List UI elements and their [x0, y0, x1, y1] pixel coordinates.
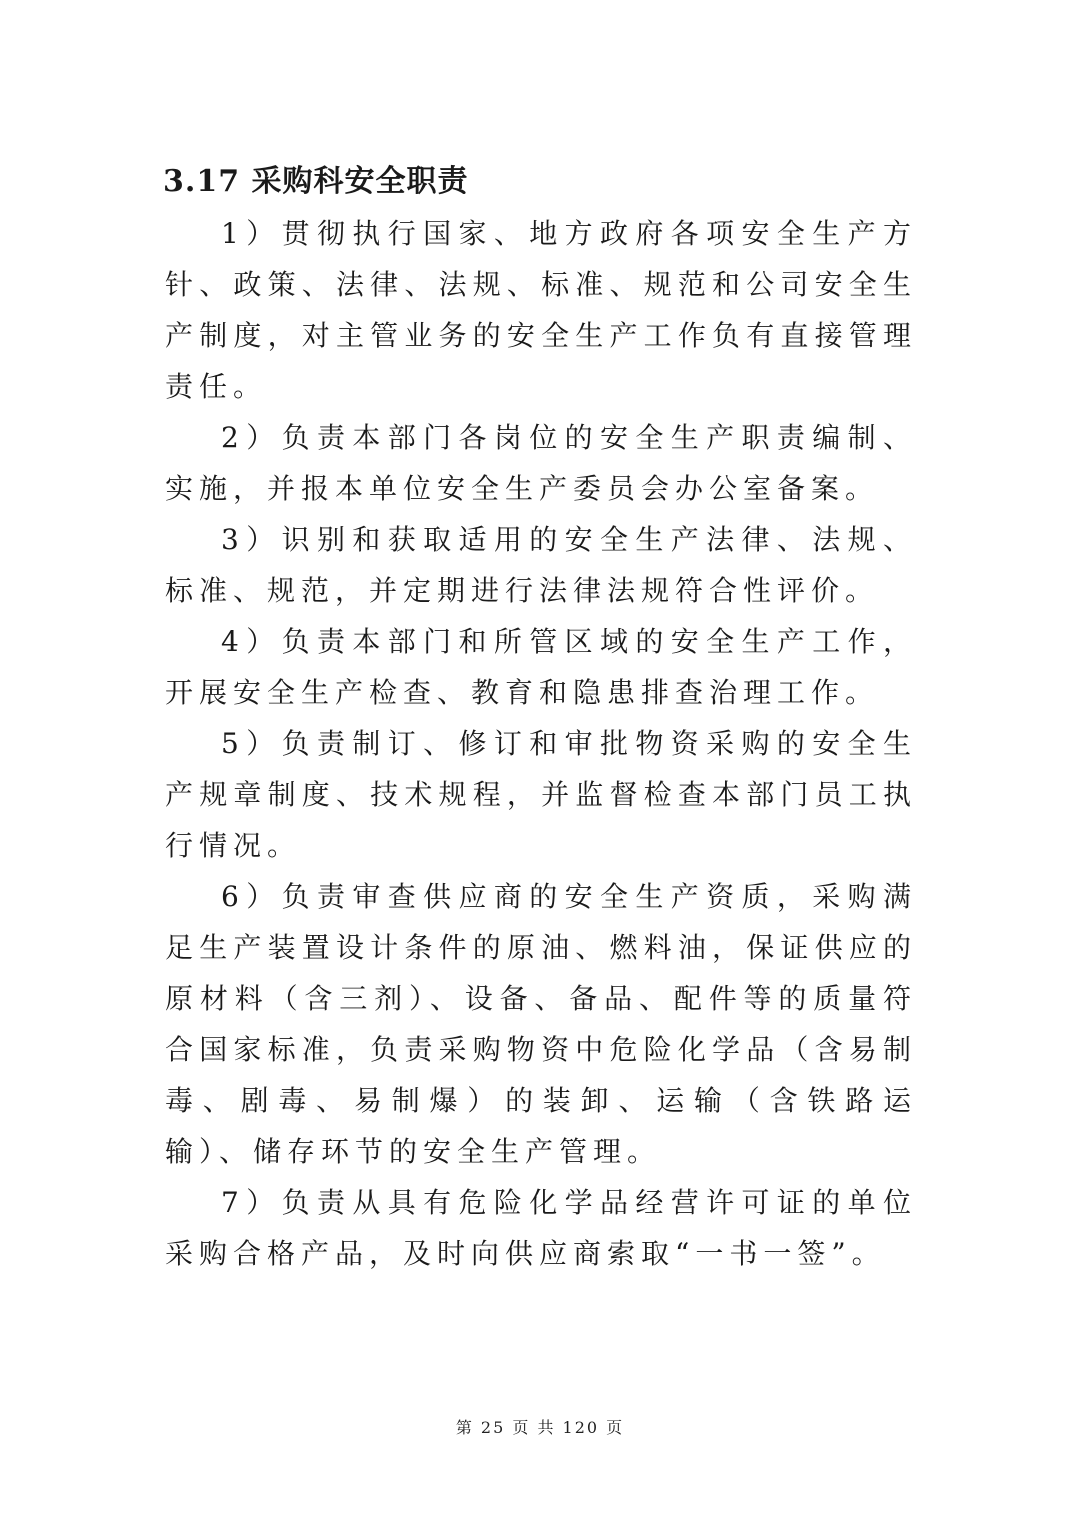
paragraph-2: 2）负责本部门各岗位的安全生产职责编制、实施，并报本单位安全生产委员会办公室备案。	[165, 421, 917, 505]
paragraph-7: 7）负责从具有危险化学品经营许可证的单位采购合格产品，及时向供应商索取“一书一签”。	[165, 1186, 917, 1270]
paragraph-4: 4）负责本部门和所管区域的安全生产工作，开展安全生产检查、教育和隐患排查治理工作。	[165, 625, 917, 709]
section-body	[165, 208, 917, 1279]
paragraph-3: 3）识别和获取适用的安全生产法律、法规、标准、规范，并定期进行法律法规符合性评价。	[165, 523, 917, 607]
paragraph-5: 5）负责制订、修订和审批物资采购的安全生产规章制度、技术规程，并监督检查本部门员工执行情况。	[165, 727, 917, 862]
page-number-footer: 第 25 页 共 120 页	[455, 1418, 625, 1437]
paragraph-1: 1）贯彻执行国家、地方政府各项安全生产方针、政策、法律、法规、标准、规范和公司安全生产制度，对主管业务的安全生产工作负有直接管理责任。	[165, 217, 917, 403]
section-heading: 3.17 采购科安全职责	[163, 164, 469, 199]
paragraph-6: 6）负责审查供应商的安全生产资质，采购满足生产装置设计条件的原油、燃料油，保证供应的原材料（含三剂）、设备、备品、配件等的质量符合国家标准，负责采购物资中危险化学品（含易制毒、剧毒、易制爆）的装卸、运输（含铁路运输）、储存环节的安全生产管理。	[165, 880, 917, 1168]
